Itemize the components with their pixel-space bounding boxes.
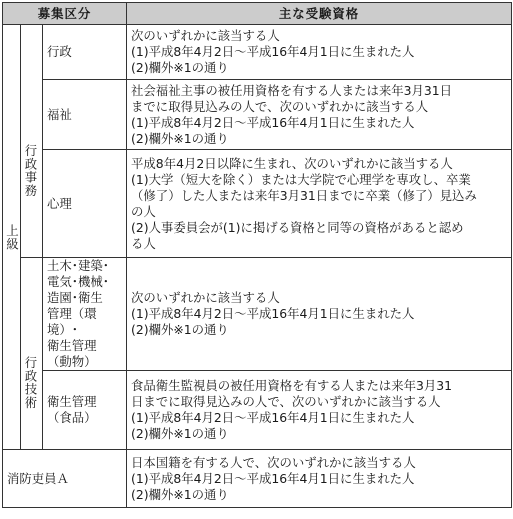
text-line: 日本国籍を有する人で、次のいずれかに該当する人 bbox=[131, 454, 416, 470]
text-line: （動物） bbox=[47, 354, 97, 369]
header-row bbox=[3, 3, 512, 25]
text-line: （修了）した人または来年3月31日までに卒業（修了）見込み bbox=[131, 187, 477, 203]
text-line: の人 bbox=[131, 203, 156, 219]
text-line: 管理（環境）･ bbox=[47, 306, 97, 337]
text-line: 造園･衛生 bbox=[47, 290, 103, 305]
category-shinri: 心理 bbox=[43, 150, 127, 258]
text-line: 社会福祉主事の被任用資格を有する人または来年3月31日 bbox=[131, 82, 453, 98]
text-line: 次のいずれかに該当する人 bbox=[131, 28, 280, 43]
group-tech-label: 行政技術 bbox=[21, 258, 43, 450]
text-line: 食品衛生監視員の被任用資格を有する人または来年3月31 bbox=[131, 378, 453, 393]
text-line: (1)平成8年4月2日～平成16年4月1日に生まれた人 bbox=[131, 114, 415, 130]
text-line: 平成8年4月2日以降に生まれ、次のいずれかに該当する人 bbox=[131, 155, 453, 171]
category-fukushi: 福祉 bbox=[43, 80, 127, 150]
text-line: (2)欄外※1の通り bbox=[131, 426, 229, 441]
text-line: (1)平成8年4月2日～平成16年4月1日に生まれた人 bbox=[131, 410, 415, 425]
table-row bbox=[3, 80, 512, 150]
category-doboku bbox=[43, 258, 127, 371]
category-gyosei: 行政 bbox=[43, 25, 127, 80]
text-line: 土木･建築･ bbox=[47, 258, 109, 273]
qualification-table bbox=[2, 2, 512, 508]
qualification-gyosei bbox=[127, 25, 512, 80]
text-line: (2)欄外※1の通り bbox=[131, 130, 229, 146]
text-line: 次のいずれかに該当する人 bbox=[131, 290, 280, 305]
category-eisei bbox=[43, 371, 127, 450]
table-row bbox=[3, 450, 512, 508]
text-line: (1)平成8年4月2日～平成16年4月1日に生まれた人 bbox=[131, 306, 415, 321]
header-qualification: 主な受験資格 bbox=[127, 3, 512, 25]
text-line: (1)平成8年4月2日～平成16年4月1日に生まれた人 bbox=[131, 44, 415, 59]
qualification-shobo bbox=[127, 450, 512, 508]
text-line: 日までに取得見込みの人で、次のいずれかに該当する人 bbox=[131, 394, 441, 409]
text-line: 衛生管理 bbox=[47, 338, 97, 353]
level-label: 上級 bbox=[3, 25, 21, 450]
text-line: (2)欄外※1の通り bbox=[131, 322, 229, 337]
text-line: （食品） bbox=[47, 410, 97, 425]
group-admin-label: 行政事務 bbox=[21, 25, 43, 258]
text-line: (2)人事委員会が(1)に掲げる資格と同等の資格があると認め bbox=[131, 219, 464, 235]
qualification-eisei bbox=[127, 371, 512, 450]
text-line: (2)欄外※1の通り bbox=[131, 486, 229, 502]
qualification-shinri bbox=[127, 150, 512, 258]
table-row bbox=[3, 371, 512, 450]
category-shobo: 消防吏員Ａ bbox=[3, 450, 127, 508]
text-line: (1)大学（短大を除く）または大学院で心理学を専攻し、卒業 bbox=[131, 171, 471, 187]
qualification-fukushi bbox=[127, 80, 512, 150]
text-line: (2)欄外※1の通り bbox=[131, 60, 229, 75]
text-line: (1)平成8年4月2日～平成16年4月1日に生まれた人 bbox=[131, 470, 415, 486]
qualification-doboku bbox=[127, 258, 512, 371]
table-row bbox=[3, 150, 512, 258]
text-line: までに取得見込みの人で、次のいずれかに該当する人 bbox=[131, 98, 429, 114]
header-category: 募集区分 bbox=[3, 3, 127, 25]
text-line: る人 bbox=[131, 235, 156, 251]
table-row bbox=[3, 25, 512, 80]
text-line: 衛生管理 bbox=[47, 394, 97, 409]
text-line: 電気･機械･ bbox=[47, 274, 109, 289]
table-row bbox=[3, 258, 512, 371]
